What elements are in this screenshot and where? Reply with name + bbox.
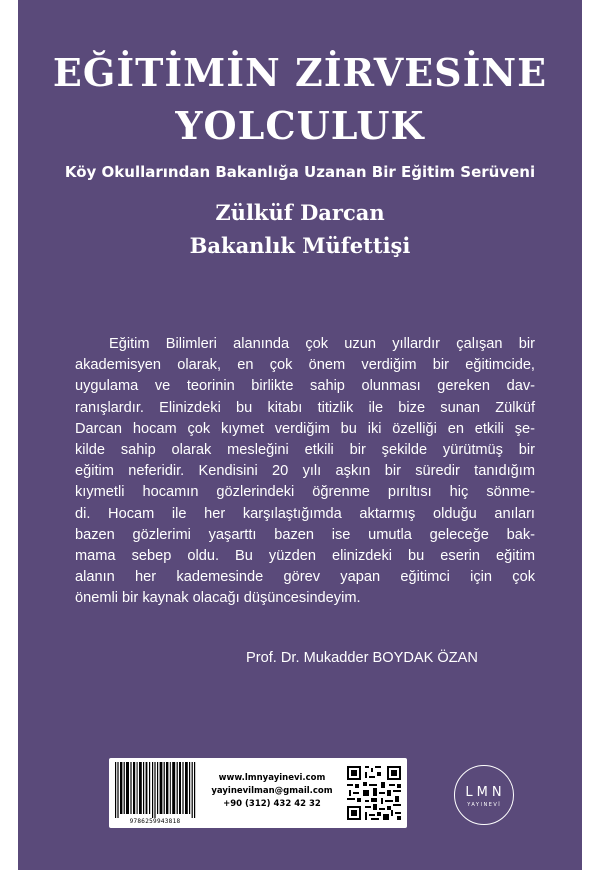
barcode-digits: 9786259943818	[129, 818, 181, 825]
blurb-line: akademisyen olarak, en çok önem verdiğim bir eğitimcide,	[75, 357, 535, 374]
blurb-line: alanın her kademesinde görev yapan eğitimci için çok	[75, 569, 535, 586]
publisher-contact	[205, 772, 339, 811]
blurb-line: kıymetli hocamın gözlerindeki öğrenme pırıltısı hiç sönme-	[75, 484, 535, 501]
blurb-line: kilde sahip olarak mesleğini etkili bir şekilde yürütmüş bir	[75, 442, 535, 459]
publisher-website: www.lmnyayinevi.com	[218, 773, 326, 783]
book-title-line-1: EĞİTİMİN ZİRVESİNE	[52, 50, 548, 95]
blurb-line: di. Hocam ile her karşılaştığımda aktarmış olduğu anıları	[75, 505, 535, 522]
author-title: Bakanlık Müfettişi	[189, 233, 411, 258]
publisher-phone: +90 (312) 432 42 32	[223, 799, 321, 809]
qr-code-icon	[345, 763, 403, 823]
blurb-line: Eğitim Bilimleri alanında çok uzun yıllardır çalışan bir	[109, 336, 535, 352]
blurb-line: uygulama ve teorinin birlikte sahip olunması gereken dav-	[75, 378, 535, 395]
blurb-line: ranışlardır. Elinizdeki bu kitabı titizlik ile bize sunan Zülküf	[75, 399, 535, 416]
publisher-email: yayinevilman@gmail.com	[211, 786, 333, 796]
blurb-paragraph	[75, 334, 535, 610]
blurb-line: Darcan hocam çok kıymet verdiğim bu iki özelliği en etkili şe-	[75, 420, 535, 437]
logo-letters: LMN	[465, 785, 506, 800]
publisher-logo	[454, 765, 514, 825]
blurb-line: bazen gözlerimi yaşarttı bazen ise umutla geleceğe bak-	[75, 526, 535, 543]
blurb-line: önemli bir kaynak olacağı düşüncesindeyim.	[75, 590, 361, 607]
back-cover	[18, 0, 582, 870]
blurb-line: mama sebep oldu. Bu yüzden elinizdeki bu eserin eğitim	[75, 548, 535, 565]
blurb-signature: Prof. Dr. Mukadder BOYDAK ÖZAN	[246, 650, 478, 666]
blurb-line: eğitim neferidir. Kendisini 20 yılı aşkın bir süredir tanıdığım	[75, 463, 535, 480]
logo-subtext: YAYINEVİ	[467, 802, 502, 808]
book-title-line-2: YOLCULUK	[175, 103, 425, 148]
publisher-info-box	[109, 758, 407, 828]
author-name: Zülküf Darcan	[215, 200, 385, 225]
barcode-icon	[113, 762, 197, 818]
book-subtitle: Köy Okullarından Bakanlığa Uzanan Bir Eğitim Serüveni	[64, 163, 536, 181]
